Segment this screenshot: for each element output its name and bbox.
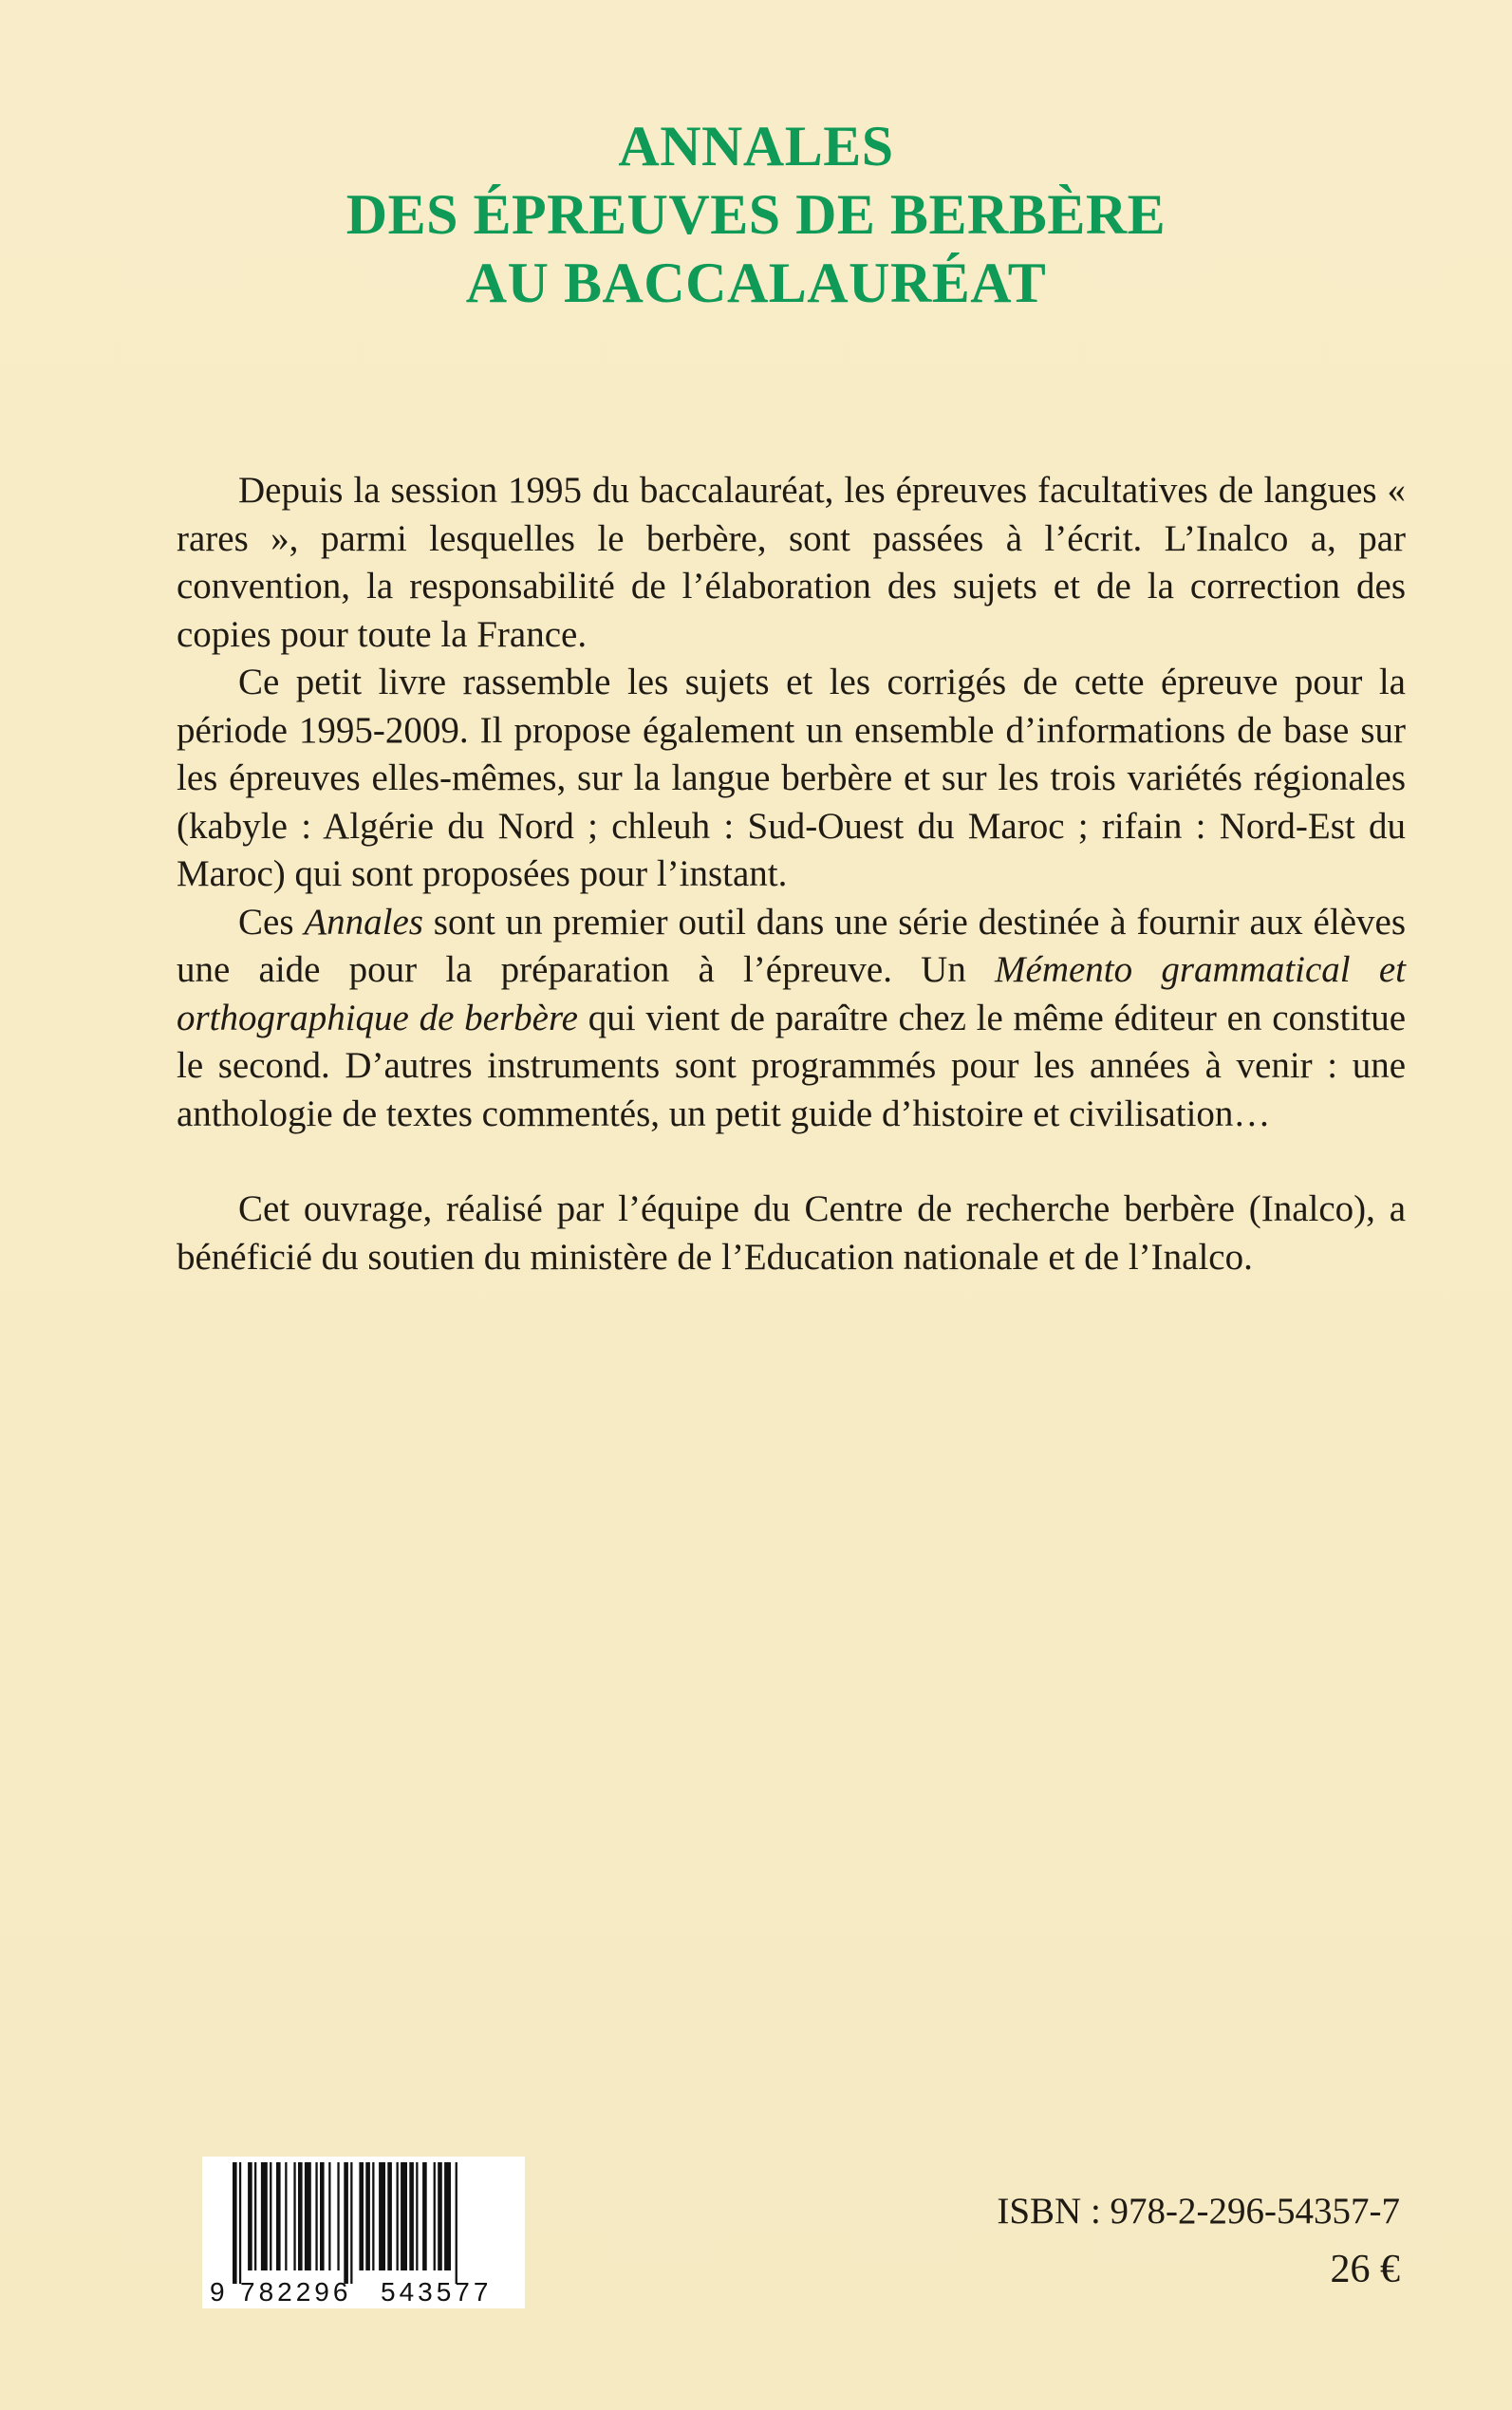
isbn: ISBN : 978-2-296-54357-7 — [997, 2191, 1400, 2232]
paragraph-4 — [177, 1186, 1406, 1281]
barcode-bar — [320, 2162, 325, 2270]
barcode-bar — [254, 2162, 256, 2270]
barcode-bar — [344, 2162, 348, 2284]
barcode-bar — [248, 2162, 252, 2270]
barcode-bar — [337, 2162, 339, 2270]
barcode — [202, 2157, 525, 2308]
barcode-bar — [422, 2162, 427, 2270]
barcode-digit-lead: 9 — [210, 2277, 225, 2307]
barcode-bar — [328, 2162, 330, 2270]
title-line-1: ANNALES — [618, 115, 894, 177]
barcode-digits-right: 543577 — [381, 2277, 493, 2307]
barcode-bar — [434, 2162, 436, 2270]
barcode-bar — [305, 2162, 311, 2270]
barcode-bar — [416, 2162, 418, 2270]
barcode-bar — [438, 2162, 442, 2270]
text-run: Depuis la session 1995 du baccalauréat, les épreuves facultatives de langues « rares », parmi lesquelles le berbère, sont passées à l’écrit. L’Inalco a, par convention, la responsabilité de l’élaboration des sujets et de la correction des copies pour toute la France. — [177, 470, 1406, 655]
blurb — [177, 467, 1406, 1281]
barcode-bar — [387, 2162, 392, 2270]
barcode-bar — [409, 2162, 414, 2270]
barcode-bar — [456, 2162, 457, 2284]
barcode-bar — [270, 2162, 271, 2270]
barcode-bar — [261, 2162, 268, 2270]
barcode-bar — [239, 2162, 241, 2284]
italic-text: Annales — [304, 901, 423, 943]
text-run: qui vient de paraître chez le même éditeur en constitue le second. D’autres instruments sont programmés pour les années à venir : une anthologie de textes commentés, un petit guide d’histoire et civilisation… — [177, 997, 1406, 1134]
barcode-bar — [233, 2162, 237, 2284]
barcode-bar — [285, 2162, 287, 2270]
barcode-bar — [444, 2162, 451, 2270]
paragraph-2 — [177, 659, 1406, 899]
barcode-bar — [359, 2162, 364, 2270]
book-title — [0, 112, 1512, 317]
barcode-digits-left: 782296 — [240, 2277, 352, 2307]
italic-text: Mémento grammatical et orthographique de berbère — [177, 949, 1406, 1038]
title-line-3: AU BACCALAURÉAT — [465, 252, 1047, 314]
barcode-bar — [298, 2162, 303, 2270]
paragraph-1 — [177, 467, 1406, 659]
text-run: Ces — [238, 901, 305, 943]
barcode-bar — [372, 2162, 374, 2270]
price: 26 € — [1330, 2248, 1400, 2291]
text-run: Ce petit livre rassemble les sujets et les corrigés de cette épreuve pour la période 1995-2009. Il propose également un ensemble d’informations de base sur les épreuves elles-mêmes, sur la langue berbère et sur les trois variétés régionales (kabyle : Algérie du Nord ; chleuh : Sud-Ouest du Maroc ; rifain : Nord-Est du Maroc) qui sont proposées pour l’instant. — [177, 662, 1406, 894]
title-line-2: DES ÉPREUVES DE BERBÈRE — [345, 183, 1167, 246]
paragraph-3 — [177, 899, 1406, 1139]
barcode-bar — [365, 2162, 370, 2270]
barcode-bar — [315, 2162, 317, 2270]
barcode-bar — [401, 2162, 407, 2270]
barcode-bar — [379, 2162, 385, 2270]
barcode-bars — [233, 2162, 457, 2284]
barcode-bar — [293, 2162, 295, 2270]
barcode-bar — [276, 2162, 281, 2270]
text-run: Cet ouvrage, réalisé par l’équipe du Centre de recherche berbère (Inalco), a bénéficié du soutien du ministère de l’Education nationale et de l’Inalco. — [177, 1188, 1406, 1278]
text-run: sont un premier outil dans une série destinée à fournir aux élèves une aide pour la préparation à l’épreuve. Un — [177, 901, 1407, 990]
barcode-bar — [397, 2162, 399, 2270]
barcode-bar — [350, 2162, 352, 2284]
